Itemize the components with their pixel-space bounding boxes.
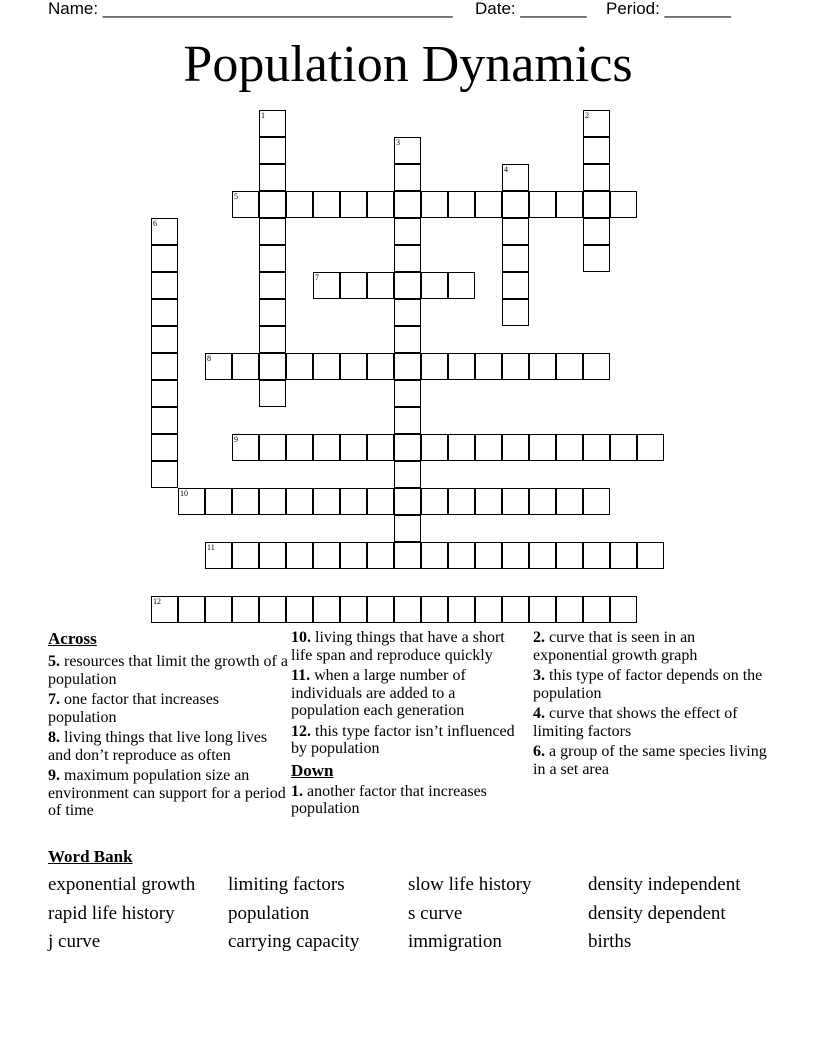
crossword-cell[interactable] xyxy=(502,488,529,515)
crossword-cell[interactable] xyxy=(394,218,421,245)
crossword-cell[interactable] xyxy=(367,272,394,299)
word-bank-item: immigration xyxy=(408,931,502,952)
clue-number: 10 xyxy=(180,489,188,498)
crossword-cell[interactable] xyxy=(556,434,583,461)
crossword-cell[interactable] xyxy=(259,380,286,407)
crossword-cell[interactable] xyxy=(556,191,583,218)
crossword-cell[interactable] xyxy=(394,299,421,326)
word-bank-item: s curve xyxy=(408,903,463,924)
clue-column-2 xyxy=(291,629,516,821)
crossword-cell[interactable] xyxy=(313,353,340,380)
crossword-cell[interactable] xyxy=(475,434,502,461)
crossword-cell[interactable] xyxy=(421,542,448,569)
crossword-cell[interactable] xyxy=(259,353,286,380)
crossword-cell[interactable] xyxy=(232,542,259,569)
crossword-cell[interactable] xyxy=(529,596,556,623)
word-bank-item: density independent xyxy=(588,874,741,895)
crossword-cell[interactable] xyxy=(151,596,178,623)
period-field: Period: _______ xyxy=(606,0,731,18)
crossword-cell[interactable] xyxy=(313,488,340,515)
crossword-cell[interactable] xyxy=(178,596,205,623)
crossword-cell[interactable] xyxy=(556,488,583,515)
crossword-cell[interactable] xyxy=(394,191,421,218)
down-clue: 2. curve that is seen in an exponential growth graph xyxy=(533,629,698,664)
crossword-cell[interactable] xyxy=(340,434,367,461)
clue-column-1 xyxy=(48,629,288,823)
crossword-cell[interactable] xyxy=(151,245,178,272)
crossword-cell[interactable] xyxy=(421,434,448,461)
crossword-cell[interactable] xyxy=(394,272,421,299)
down-clue: 4. curve that shows the effect of limiting factors xyxy=(533,705,738,740)
crossword-cell[interactable] xyxy=(259,299,286,326)
crossword-cell[interactable] xyxy=(259,272,286,299)
crossword-cell[interactable] xyxy=(340,542,367,569)
clue-column-3 xyxy=(533,629,773,781)
crossword-cell[interactable] xyxy=(583,542,610,569)
crossword-cell[interactable] xyxy=(259,218,286,245)
across-clue: 9. maximum population size an environment can support for a period of time xyxy=(48,767,286,819)
crossword-cell[interactable] xyxy=(232,353,259,380)
crossword-cell[interactable] xyxy=(448,191,475,218)
crossword-cell[interactable] xyxy=(259,137,286,164)
down-clue: 6. a group of the same species living in a set area xyxy=(533,743,767,778)
crossword-cell[interactable] xyxy=(394,515,421,542)
word-bank-item: carrying capacity xyxy=(228,931,360,952)
crossword-cell[interactable] xyxy=(448,272,475,299)
word-bank-heading: Word Bank xyxy=(48,847,133,866)
crossword-cell[interactable] xyxy=(529,542,556,569)
crossword-cell[interactable] xyxy=(475,191,502,218)
word-bank-item: limiting factors xyxy=(228,874,345,895)
crossword-cell[interactable] xyxy=(205,542,232,569)
crossword-cell[interactable] xyxy=(313,191,340,218)
crossword-cell[interactable] xyxy=(637,434,664,461)
clue-number: 9 xyxy=(234,435,238,444)
across-clue: 11. when a large number of individuals are added to a population each generation xyxy=(291,667,466,719)
crossword-cell[interactable] xyxy=(259,596,286,623)
crossword-cell[interactable] xyxy=(151,461,178,488)
crossword-cell[interactable] xyxy=(151,299,178,326)
clue-number: 4 xyxy=(504,165,508,174)
crossword-cell[interactable] xyxy=(610,596,637,623)
clue-number: 12 xyxy=(153,597,161,606)
crossword-cell[interactable] xyxy=(151,353,178,380)
crossword-cell[interactable] xyxy=(394,137,421,164)
crossword-cell[interactable] xyxy=(583,488,610,515)
name-field: Name: _____________________________________ xyxy=(48,0,453,18)
crossword-cell[interactable] xyxy=(529,191,556,218)
crossword-cell[interactable] xyxy=(340,272,367,299)
crossword-cell[interactable] xyxy=(529,488,556,515)
crossword-cell[interactable] xyxy=(286,434,313,461)
crossword-cell[interactable] xyxy=(448,353,475,380)
crossword-cell[interactable] xyxy=(448,488,475,515)
crossword-cell[interactable] xyxy=(178,488,205,515)
across-clue: 7. one factor that increases population xyxy=(48,691,220,726)
page-title: Population Dynamics xyxy=(183,36,633,93)
crossword-cell[interactable] xyxy=(475,596,502,623)
across-clue: 10. living things that have a short life span and reproduce quickly xyxy=(291,629,505,664)
crossword-cell[interactable] xyxy=(151,218,178,245)
clue-number: 6 xyxy=(153,219,157,228)
crossword-cell[interactable] xyxy=(556,542,583,569)
crossword-cell[interactable] xyxy=(286,353,313,380)
crossword-cell[interactable] xyxy=(502,272,529,299)
crossword-cell[interactable] xyxy=(151,272,178,299)
word-bank-item: slow life history xyxy=(408,874,532,895)
crossword-cell[interactable] xyxy=(502,218,529,245)
crossword-cell[interactable] xyxy=(394,380,421,407)
crossword-cell[interactable] xyxy=(421,596,448,623)
crossword-cell[interactable] xyxy=(340,488,367,515)
crossword-cell[interactable] xyxy=(259,542,286,569)
crossword-cell[interactable] xyxy=(583,434,610,461)
word-bank-item: rapid life history xyxy=(48,903,175,924)
crossword-cell[interactable] xyxy=(313,542,340,569)
crossword-cell[interactable] xyxy=(502,434,529,461)
across-clue: 12. this type factor isn’t influenced by population xyxy=(291,722,515,757)
across-heading: Across xyxy=(48,629,97,648)
crossword-cell[interactable] xyxy=(475,353,502,380)
crossword-cell[interactable] xyxy=(259,488,286,515)
crossword-cell[interactable] xyxy=(583,137,610,164)
crossword-cell[interactable] xyxy=(259,434,286,461)
date-field: Date: _______ xyxy=(475,0,587,18)
down-clue: 1. another factor that increases population xyxy=(291,782,487,817)
word-bank-item: population xyxy=(228,903,310,924)
down-heading: Down xyxy=(291,760,334,780)
crossword-cell[interactable] xyxy=(259,191,286,218)
crossword-cell[interactable] xyxy=(583,191,610,218)
crossword-cell[interactable] xyxy=(232,191,259,218)
across-clue: 5. resources that limit the growth of a population xyxy=(48,653,288,688)
word-bank-item: births xyxy=(588,931,632,952)
crossword-cell[interactable] xyxy=(610,542,637,569)
crossword-cell[interactable] xyxy=(394,542,421,569)
crossword-cell[interactable] xyxy=(637,542,664,569)
crossword-cell[interactable] xyxy=(502,596,529,623)
crossword-cell[interactable] xyxy=(367,596,394,623)
crossword-cell[interactable] xyxy=(286,191,313,218)
crossword-cell[interactable] xyxy=(205,353,232,380)
crossword-cell[interactable] xyxy=(232,488,259,515)
crossword-cell[interactable] xyxy=(421,488,448,515)
crossword-cell[interactable] xyxy=(259,326,286,353)
crossword-cell[interactable] xyxy=(448,434,475,461)
crossword-cell[interactable] xyxy=(367,191,394,218)
crossword-cell[interactable] xyxy=(583,596,610,623)
clue-number: 1 xyxy=(261,111,265,120)
crossword-cell[interactable] xyxy=(394,164,421,191)
crossword-cell[interactable] xyxy=(313,272,340,299)
crossword-cell[interactable] xyxy=(502,353,529,380)
crossword-cell[interactable] xyxy=(259,110,286,137)
crossword-cell[interactable] xyxy=(151,380,178,407)
crossword-cell[interactable] xyxy=(475,542,502,569)
crossword-cell[interactable] xyxy=(502,191,529,218)
across-clue: 8. living things that live long lives and don’t reproduce as often xyxy=(48,729,268,764)
crossword-cell[interactable] xyxy=(583,110,610,137)
crossword-cell[interactable] xyxy=(340,596,367,623)
crossword-cell[interactable] xyxy=(556,596,583,623)
crossword-cell[interactable] xyxy=(421,191,448,218)
word-bank-item: j curve xyxy=(48,931,101,952)
crossword-cell[interactable] xyxy=(448,542,475,569)
crossword-cell[interactable] xyxy=(394,434,421,461)
crossword-cell[interactable] xyxy=(502,299,529,326)
crossword-cell[interactable] xyxy=(367,488,394,515)
crossword-cell[interactable] xyxy=(286,542,313,569)
crossword-cell[interactable] xyxy=(205,488,232,515)
crossword-cell[interactable] xyxy=(529,353,556,380)
crossword-cell[interactable] xyxy=(232,434,259,461)
clue-number: 3 xyxy=(396,138,400,147)
crossword-cell[interactable] xyxy=(205,596,232,623)
crossword-cell[interactable] xyxy=(583,164,610,191)
word-bank-item: density dependent xyxy=(588,903,726,924)
crossword-cell[interactable] xyxy=(259,164,286,191)
crossword-cell[interactable] xyxy=(367,542,394,569)
crossword-cell[interactable] xyxy=(394,245,421,272)
down-clue: 3. this type of factor depends on the population xyxy=(533,667,763,702)
crossword-cell[interactable] xyxy=(259,245,286,272)
crossword-cell[interactable] xyxy=(448,596,475,623)
crossword-cell[interactable] xyxy=(421,353,448,380)
crossword-cell[interactable] xyxy=(232,596,259,623)
word-bank-item: exponential growth xyxy=(48,874,196,895)
crossword-cell[interactable] xyxy=(583,245,610,272)
crossword-cell[interactable] xyxy=(556,353,583,380)
crossword-cell[interactable] xyxy=(610,191,637,218)
crossword-cell[interactable] xyxy=(151,434,178,461)
crossword-cell[interactable] xyxy=(151,326,178,353)
crossword-cell[interactable] xyxy=(583,218,610,245)
crossword-cell[interactable] xyxy=(583,353,610,380)
clue-number: 7 xyxy=(315,273,319,282)
crossword-cell[interactable] xyxy=(286,596,313,623)
clue-number: 8 xyxy=(207,354,211,363)
clue-number: 5 xyxy=(234,192,238,201)
crossword-cell[interactable] xyxy=(313,434,340,461)
crossword-cell[interactable] xyxy=(151,407,178,434)
crossword-cell[interactable] xyxy=(529,434,556,461)
crossword-cell[interactable] xyxy=(340,191,367,218)
crossword-cell[interactable] xyxy=(340,353,367,380)
crossword-cell[interactable] xyxy=(394,353,421,380)
crossword-cell[interactable] xyxy=(367,434,394,461)
crossword-cell[interactable] xyxy=(394,326,421,353)
crossword-cell[interactable] xyxy=(313,596,340,623)
crossword-cell[interactable] xyxy=(367,353,394,380)
crossword-cell[interactable] xyxy=(394,407,421,434)
clue-number: 2 xyxy=(585,111,589,120)
crossword-cell[interactable] xyxy=(502,542,529,569)
crossword-cell[interactable] xyxy=(502,164,529,191)
crossword-cell[interactable] xyxy=(394,461,421,488)
crossword-cell[interactable] xyxy=(610,434,637,461)
crossword-cell[interactable] xyxy=(475,488,502,515)
crossword-cell[interactable] xyxy=(286,488,313,515)
crossword-cell[interactable] xyxy=(394,596,421,623)
crossword-cell[interactable] xyxy=(421,272,448,299)
clue-number: 11 xyxy=(207,543,215,552)
crossword-cell[interactable] xyxy=(394,488,421,515)
crossword-cell[interactable] xyxy=(502,245,529,272)
